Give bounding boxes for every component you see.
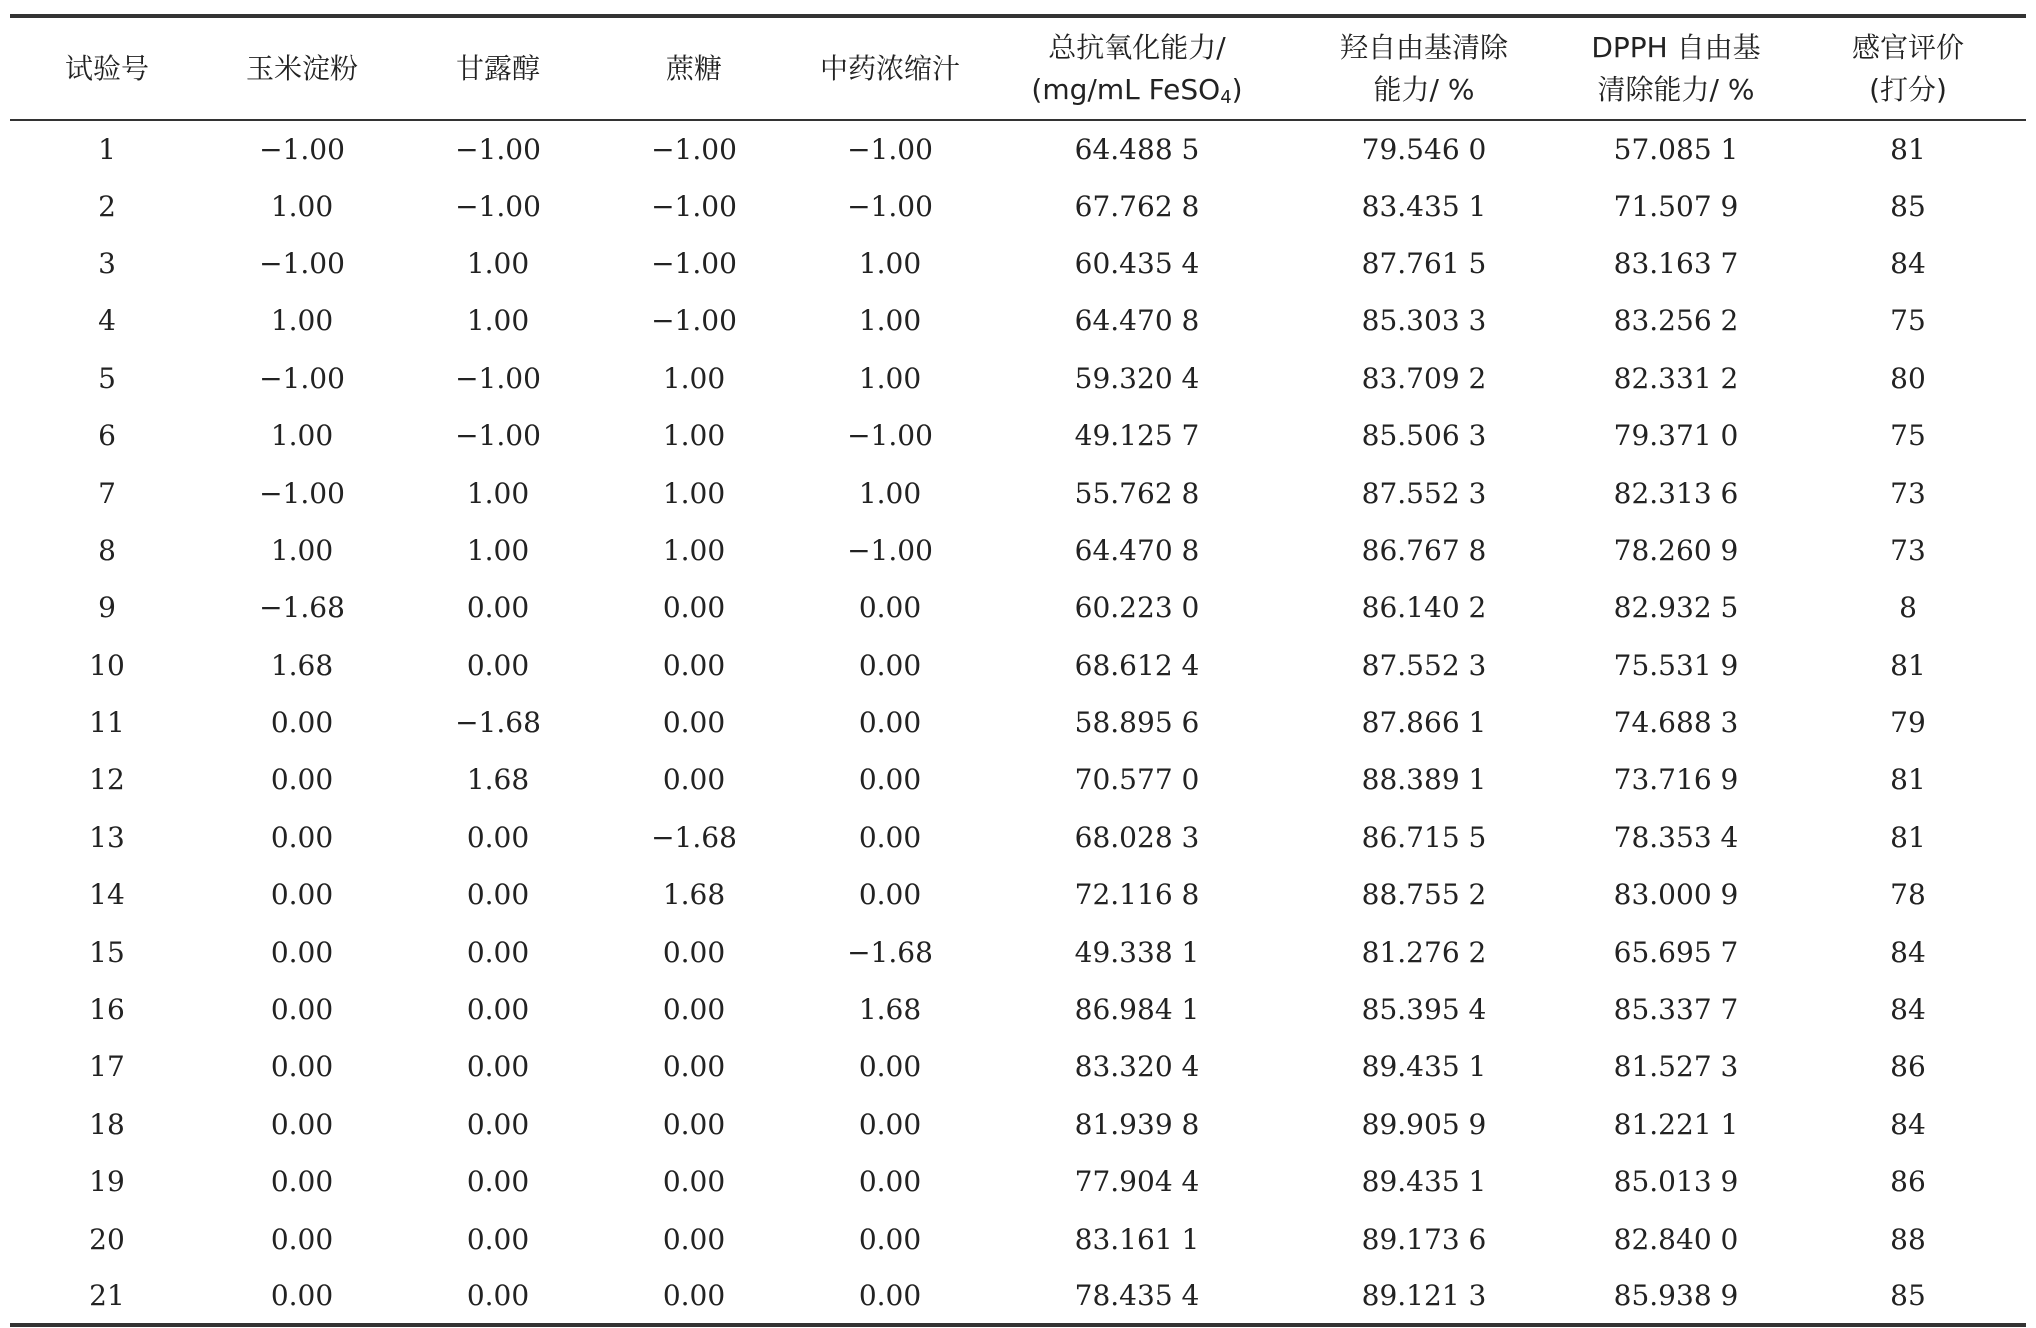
cell-trial-number: 2 <box>98 189 116 223</box>
cell-corn-starch: −1.00 <box>259 246 345 280</box>
cell-total-antioxidant: 68.612 4 <box>1074 648 1200 682</box>
cell-hydroxyl-scavenging: 83.435 1 <box>1361 189 1487 223</box>
table-row <box>10 637 2026 694</box>
table-body <box>10 120 2026 1325</box>
cell-sucrose: −1.00 <box>651 304 737 338</box>
cell-dpph-scavenging: 82.313 6 <box>1613 476 1739 510</box>
cell-total-antioxidant: 49.338 1 <box>1074 935 1200 969</box>
cell-dpph-scavenging: 81.527 3 <box>1613 1050 1739 1084</box>
cell-total-antioxidant: 81.939 8 <box>1074 1107 1200 1141</box>
cell-herbal-concentrate: −1.00 <box>847 419 933 453</box>
cell-sensory-score: 84 <box>1890 935 1926 969</box>
cell-sensory-score: 86 <box>1890 1165 1926 1199</box>
cell-dpph-scavenging: 82.932 5 <box>1613 591 1739 625</box>
cell-trial-number: 17 <box>89 1050 125 1084</box>
header-dpph-scavenging: DPPH 自由基 清除能力/ % <box>1562 16 1790 120</box>
cell-herbal-concentrate: 0.00 <box>858 820 922 854</box>
cell-total-antioxidant: 77.904 4 <box>1074 1165 1200 1199</box>
experiment-results-table <box>10 14 2026 1327</box>
cell-hydroxyl-scavenging: 85.303 3 <box>1361 304 1487 338</box>
cell-trial-number: 10 <box>89 648 125 682</box>
cell-hydroxyl-scavenging: 89.173 6 <box>1361 1222 1487 1256</box>
table-row <box>10 407 2026 464</box>
cell-hydroxyl-scavenging: 89.905 9 <box>1361 1107 1487 1141</box>
cell-total-antioxidant: 83.320 4 <box>1074 1050 1200 1084</box>
table-row <box>10 751 2026 808</box>
cell-sucrose: 0.00 <box>662 1050 726 1084</box>
cell-mannitol: 0.00 <box>466 1165 530 1199</box>
cell-total-antioxidant: 78.435 4 <box>988 1268 1286 1325</box>
table-header-row <box>10 16 2026 120</box>
cell-corn-starch: 0.00 <box>270 1165 334 1199</box>
cell-herbal-concentrate: −1.00 <box>847 189 933 223</box>
cell-total-antioxidant: 67.762 8 <box>1074 189 1200 223</box>
cell-corn-starch: 0.00 <box>270 878 334 912</box>
cell-corn-starch: 1.00 <box>270 304 334 338</box>
cell-sensory-score: 75 <box>1890 304 1926 338</box>
cell-sucrose: −1.00 <box>651 189 737 223</box>
cell-hydroxyl-scavenging: 87.866 1 <box>1361 706 1487 740</box>
cell-corn-starch: 0.00 <box>270 1222 334 1256</box>
cell-hydroxyl-scavenging: 88.755 2 <box>1361 878 1487 912</box>
cell-sucrose: 0.00 <box>662 591 726 625</box>
cell-corn-starch: 0.00 <box>270 993 334 1027</box>
cell-dpph-scavenging: 79.371 0 <box>1613 419 1739 453</box>
table-row <box>10 579 2026 636</box>
cell-trial-number: 13 <box>89 820 125 854</box>
cell-trial-number: 18 <box>89 1107 125 1141</box>
cell-total-antioxidant: 86.984 1 <box>1074 993 1200 1027</box>
cell-herbal-concentrate: 0.00 <box>858 1165 922 1199</box>
cell-mannitol: −1.00 <box>455 189 541 223</box>
cell-sensory-score: 73 <box>1890 476 1926 510</box>
cell-dpph-scavenging: 85.337 7 <box>1613 993 1739 1027</box>
table-row <box>10 923 2026 980</box>
table-row <box>10 866 2026 923</box>
cell-mannitol: 0.00 <box>466 993 530 1027</box>
cell-total-antioxidant: 60.435 4 <box>1074 246 1200 280</box>
cell-trial-number: 11 <box>89 706 125 740</box>
cell-sensory-score: 79 <box>1890 706 1926 740</box>
table-row <box>10 809 2026 866</box>
cell-mannitol: 0.00 <box>466 935 530 969</box>
table-row <box>10 522 2026 579</box>
cell-sucrose: 0.00 <box>662 935 726 969</box>
cell-hydroxyl-scavenging: 89.435 1 <box>1361 1050 1487 1084</box>
header-total-antioxidant-unit: (mg/mL FeSO$_4$) <box>1031 72 1243 108</box>
cell-herbal-concentrate: 0.00 <box>792 1268 988 1325</box>
cell-sucrose: −1.00 <box>651 132 737 166</box>
cell-corn-starch: 0.00 <box>204 1268 400 1325</box>
cell-hydroxyl-scavenging: 81.276 2 <box>1361 935 1487 969</box>
cell-trial-number: 15 <box>89 935 125 969</box>
header-sucrose: 蔗糖 <box>596 16 792 120</box>
cell-trial-number: 1 <box>98 132 116 166</box>
cell-corn-starch: 0.00 <box>270 706 334 740</box>
cell-sucrose: −1.00 <box>651 246 737 280</box>
cell-mannitol: 0.00 <box>466 1222 530 1256</box>
cell-herbal-concentrate: 0.00 <box>858 706 922 740</box>
cell-sucrose: 0.00 <box>662 1222 726 1256</box>
cell-herbal-concentrate: 1.00 <box>858 304 922 338</box>
table-row <box>10 981 2026 1038</box>
cell-dpph-scavenging: 83.256 2 <box>1613 304 1739 338</box>
cell-sucrose: 0.00 <box>662 706 726 740</box>
cell-total-antioxidant: 64.470 8 <box>1074 304 1200 338</box>
cell-dpph-scavenging: 73.716 9 <box>1613 763 1739 797</box>
cell-total-antioxidant: 55.762 8 <box>1074 476 1200 510</box>
cell-sensory-score: 81 <box>1890 648 1926 682</box>
table-row <box>10 1268 2026 1325</box>
cell-herbal-concentrate: 1.68 <box>858 993 922 1027</box>
cell-sensory-score: 85 <box>1790 1268 2026 1325</box>
cell-hydroxyl-scavenging: 85.506 3 <box>1361 419 1487 453</box>
cell-hydroxyl-scavenging: 89.121 3 <box>1286 1268 1562 1325</box>
cell-hydroxyl-scavenging: 83.709 2 <box>1361 361 1487 395</box>
cell-herbal-concentrate: 0.00 <box>858 591 922 625</box>
cell-mannitol: 0.00 <box>466 1107 530 1141</box>
cell-sensory-score: 86 <box>1890 1050 1926 1084</box>
table-row <box>10 1096 2026 1153</box>
cell-sensory-score: 80 <box>1890 361 1926 395</box>
cell-trial-number: 21 <box>10 1268 204 1325</box>
cell-sucrose: 1.00 <box>662 533 726 567</box>
cell-total-antioxidant: 58.895 6 <box>1074 706 1200 740</box>
cell-sensory-score: 88 <box>1890 1222 1926 1256</box>
cell-mannitol: 0.00 <box>466 1050 530 1084</box>
cell-herbal-concentrate: −1.00 <box>847 533 933 567</box>
cell-dpph-scavenging: 78.353 4 <box>1613 820 1739 854</box>
table-row <box>10 235 2026 292</box>
cell-herbal-concentrate: −1.00 <box>847 132 933 166</box>
cell-mannitol: 0.00 <box>466 648 530 682</box>
cell-dpph-scavenging: 65.695 7 <box>1613 935 1739 969</box>
cell-sucrose: 1.00 <box>662 419 726 453</box>
cell-dpph-scavenging: 75.531 9 <box>1613 648 1739 682</box>
cell-trial-number: 16 <box>89 993 125 1027</box>
cell-trial-number: 8 <box>98 533 116 567</box>
table-row <box>10 120 2026 177</box>
cell-hydroxyl-scavenging: 87.761 5 <box>1361 246 1487 280</box>
cell-total-antioxidant: 64.488 5 <box>1074 132 1200 166</box>
cell-trial-number: 5 <box>98 361 116 395</box>
cell-trial-number: 4 <box>98 304 116 338</box>
cell-sucrose: 0.00 <box>596 1268 792 1325</box>
cell-total-antioxidant: 70.577 0 <box>1074 763 1200 797</box>
header-mannitol: 甘露醇 <box>400 16 596 120</box>
cell-hydroxyl-scavenging: 86.767 8 <box>1361 533 1487 567</box>
cell-corn-starch: 0.00 <box>270 1050 334 1084</box>
cell-mannitol: 0.00 <box>466 878 530 912</box>
header-total-antioxidant: 总抗氧化能力/ (mg/mL FeSO$_4$) <box>988 16 1286 120</box>
cell-sensory-score: 73 <box>1890 533 1926 567</box>
cell-sensory-score: 8 <box>1899 591 1917 625</box>
cell-dpph-scavenging: 82.840 0 <box>1613 1222 1739 1256</box>
cell-total-antioxidant: 83.161 1 <box>1074 1222 1200 1256</box>
cell-trial-number: 9 <box>98 591 116 625</box>
table-row <box>10 694 2026 751</box>
table-row <box>10 292 2026 349</box>
header-hydroxyl-scavenging: 羟自由基清除 能力/ % <box>1286 16 1562 120</box>
header-trial-number: 试验号 <box>10 16 204 120</box>
cell-herbal-concentrate: 0.00 <box>858 1107 922 1141</box>
cell-total-antioxidant: 72.116 8 <box>1074 878 1200 912</box>
cell-total-antioxidant: 59.320 4 <box>1074 361 1200 395</box>
table-row <box>10 1153 2026 1210</box>
cell-corn-starch: 0.00 <box>270 820 334 854</box>
cell-sensory-score: 84 <box>1890 246 1926 280</box>
cell-total-antioxidant: 60.223 0 <box>1074 591 1200 625</box>
cell-sensory-score: 84 <box>1890 993 1926 1027</box>
cell-total-antioxidant: 64.470 8 <box>1074 533 1200 567</box>
cell-mannitol: 1.00 <box>466 246 530 280</box>
cell-dpph-scavenging: 74.688 3 <box>1613 706 1739 740</box>
cell-trial-number: 12 <box>89 763 125 797</box>
header-sensory-score: 感官评价 (打分) <box>1790 16 2026 120</box>
cell-corn-starch: 1.00 <box>270 189 334 223</box>
table-row <box>10 350 2026 407</box>
header-herbal-concentrate: 中药浓缩汁 <box>792 16 988 120</box>
cell-hydroxyl-scavenging: 86.140 2 <box>1361 591 1487 625</box>
cell-dpph-scavenging: 83.000 9 <box>1613 878 1739 912</box>
data-table-container <box>10 14 2026 1327</box>
cell-dpph-scavenging: 81.221 1 <box>1613 1107 1739 1141</box>
cell-sucrose: −1.68 <box>651 820 737 854</box>
cell-mannitol: 0.00 <box>466 820 530 854</box>
cell-hydroxyl-scavenging: 79.546 0 <box>1361 132 1487 166</box>
cell-sucrose: 1.00 <box>662 476 726 510</box>
table-row <box>10 464 2026 521</box>
cell-herbal-concentrate: 0.00 <box>858 763 922 797</box>
cell-herbal-concentrate: 1.00 <box>858 476 922 510</box>
cell-herbal-concentrate: 0.00 <box>858 1222 922 1256</box>
cell-corn-starch: 0.00 <box>270 1107 334 1141</box>
cell-trial-number: 19 <box>89 1165 125 1199</box>
cell-sucrose: 0.00 <box>662 648 726 682</box>
cell-dpph-scavenging: 82.331 2 <box>1613 361 1739 395</box>
cell-herbal-concentrate: −1.68 <box>847 935 933 969</box>
cell-corn-starch: 1.68 <box>270 648 334 682</box>
cell-sucrose: 1.68 <box>662 878 726 912</box>
cell-sensory-score: 84 <box>1890 1107 1926 1141</box>
cell-corn-starch: −1.00 <box>259 476 345 510</box>
cell-trial-number: 7 <box>98 476 116 510</box>
cell-total-antioxidant: 49.125 7 <box>1074 419 1200 453</box>
cell-mannitol: 1.00 <box>466 533 530 567</box>
cell-sensory-score: 78 <box>1890 878 1926 912</box>
cell-mannitol: 1.68 <box>466 763 530 797</box>
cell-mannitol: −1.00 <box>455 361 541 395</box>
cell-mannitol: 1.00 <box>466 476 530 510</box>
cell-sensory-score: 81 <box>1890 763 1926 797</box>
cell-mannitol: −1.68 <box>455 706 541 740</box>
cell-hydroxyl-scavenging: 85.395 4 <box>1361 993 1487 1027</box>
cell-hydroxyl-scavenging: 89.435 1 <box>1361 1165 1487 1199</box>
cell-corn-starch: 1.00 <box>270 419 334 453</box>
table-row <box>10 1038 2026 1095</box>
cell-sucrose: 0.00 <box>662 763 726 797</box>
cell-hydroxyl-scavenging: 86.715 5 <box>1361 820 1487 854</box>
cell-hydroxyl-scavenging: 87.552 3 <box>1361 476 1487 510</box>
table-row <box>10 1210 2026 1267</box>
cell-mannitol: 0.00 <box>466 591 530 625</box>
cell-total-antioxidant: 68.028 3 <box>1074 820 1200 854</box>
cell-dpph-scavenging: 78.260 9 <box>1613 533 1739 567</box>
cell-trial-number: 6 <box>98 419 116 453</box>
cell-sucrose: 0.00 <box>662 1107 726 1141</box>
cell-sensory-score: 81 <box>1890 820 1926 854</box>
cell-sucrose: 1.00 <box>662 361 726 395</box>
cell-dpph-scavenging: 71.507 9 <box>1613 189 1739 223</box>
cell-sensory-score: 85 <box>1890 189 1926 223</box>
cell-sensory-score: 75 <box>1890 419 1926 453</box>
cell-hydroxyl-scavenging: 88.389 1 <box>1361 763 1487 797</box>
cell-herbal-concentrate: 0.00 <box>858 648 922 682</box>
cell-trial-number: 3 <box>98 246 116 280</box>
cell-dpph-scavenging: 83.163 7 <box>1613 246 1739 280</box>
cell-mannitol: −1.00 <box>455 132 541 166</box>
cell-herbal-concentrate: 1.00 <box>858 246 922 280</box>
header-corn-starch: 玉米淀粉 <box>204 16 400 120</box>
cell-corn-starch: −1.00 <box>259 361 345 395</box>
cell-herbal-concentrate: 1.00 <box>858 361 922 395</box>
cell-mannitol: 1.00 <box>466 304 530 338</box>
cell-dpph-scavenging: 57.085 1 <box>1613 132 1739 166</box>
cell-sucrose: 0.00 <box>662 993 726 1027</box>
cell-corn-starch: 0.00 <box>270 763 334 797</box>
cell-corn-starch: −1.00 <box>259 132 345 166</box>
cell-dpph-scavenging: 85.013 9 <box>1613 1165 1739 1199</box>
cell-mannitol: −1.00 <box>455 419 541 453</box>
cell-trial-number: 14 <box>89 878 125 912</box>
cell-corn-starch: −1.68 <box>259 591 345 625</box>
cell-herbal-concentrate: 0.00 <box>858 878 922 912</box>
cell-mannitol: 0.00 <box>400 1268 596 1325</box>
cell-hydroxyl-scavenging: 87.552 3 <box>1361 648 1487 682</box>
cell-trial-number: 20 <box>89 1222 125 1256</box>
table-row <box>10 177 2026 234</box>
cell-corn-starch: 1.00 <box>270 533 334 567</box>
cell-dpph-scavenging: 85.938 9 <box>1562 1268 1790 1325</box>
cell-corn-starch: 0.00 <box>270 935 334 969</box>
cell-herbal-concentrate: 0.00 <box>858 1050 922 1084</box>
cell-sucrose: 0.00 <box>662 1165 726 1199</box>
cell-sensory-score: 81 <box>1890 132 1926 166</box>
